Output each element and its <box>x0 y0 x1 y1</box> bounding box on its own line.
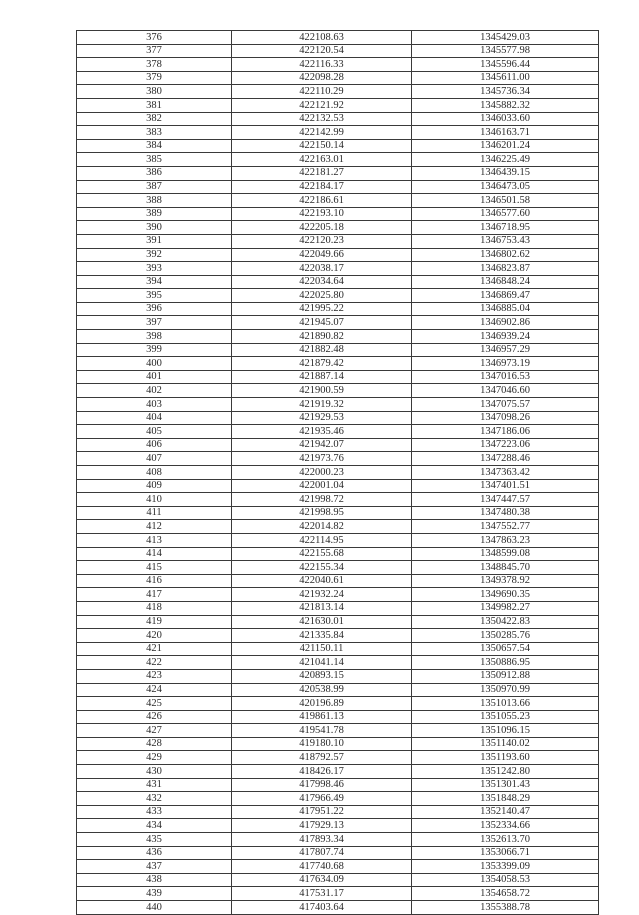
y-coordinate-cell: 1349690.35 <box>412 588 599 602</box>
table-row <box>77 207 599 221</box>
y-coordinate-cell: 1346823.87 <box>412 262 599 276</box>
point-number-cell: 400 <box>77 357 232 371</box>
table-row <box>77 153 599 167</box>
table-row <box>77 765 599 779</box>
table-row <box>77 669 599 683</box>
x-coordinate-cell: 421919.32 <box>232 398 412 412</box>
y-coordinate-cell: 1346439.15 <box>412 166 599 180</box>
y-coordinate-cell: 1353066.71 <box>412 846 599 860</box>
point-number-cell: 411 <box>77 506 232 520</box>
point-number-cell: 415 <box>77 561 232 575</box>
x-coordinate-cell: 417966.49 <box>232 792 412 806</box>
table-row <box>77 479 599 493</box>
point-number-cell: 393 <box>77 262 232 276</box>
table-row <box>77 302 599 316</box>
point-number-cell: 406 <box>77 438 232 452</box>
table-row <box>77 166 599 180</box>
point-number-cell: 421 <box>77 642 232 656</box>
y-coordinate-cell: 1346869.47 <box>412 289 599 303</box>
point-number-cell: 425 <box>77 697 232 711</box>
y-coordinate-cell: 1347223.06 <box>412 438 599 452</box>
table-row <box>77 588 599 602</box>
x-coordinate-cell: 421335.84 <box>232 629 412 643</box>
x-coordinate-cell: 422155.68 <box>232 547 412 561</box>
x-coordinate-cell: 422001.04 <box>232 479 412 493</box>
x-coordinate-cell: 418426.17 <box>232 765 412 779</box>
table-row <box>77 71 599 85</box>
table-row <box>77 860 599 874</box>
x-coordinate-cell: 421942.07 <box>232 438 412 452</box>
x-coordinate-cell: 421630.01 <box>232 615 412 629</box>
y-coordinate-cell: 1351096.15 <box>412 724 599 738</box>
x-coordinate-cell: 418792.57 <box>232 751 412 765</box>
table-row <box>77 642 599 656</box>
table-row <box>77 833 599 847</box>
table-row <box>77 561 599 575</box>
x-coordinate-cell: 422098.28 <box>232 71 412 85</box>
y-coordinate-cell: 1349378.92 <box>412 574 599 588</box>
x-coordinate-cell: 421932.24 <box>232 588 412 602</box>
x-coordinate-cell: 417998.46 <box>232 778 412 792</box>
table-row <box>77 398 599 412</box>
y-coordinate-cell: 1346225.49 <box>412 153 599 167</box>
y-coordinate-cell: 1346033.60 <box>412 112 599 126</box>
point-number-cell: 382 <box>77 112 232 126</box>
x-coordinate-cell: 417403.64 <box>232 901 412 915</box>
point-number-cell: 401 <box>77 370 232 384</box>
table-row <box>77 778 599 792</box>
y-coordinate-cell: 1346848.24 <box>412 275 599 289</box>
point-number-cell: 440 <box>77 901 232 915</box>
y-coordinate-cell: 1352613.70 <box>412 833 599 847</box>
x-coordinate-cell: 420893.15 <box>232 669 412 683</box>
x-coordinate-cell: 422163.01 <box>232 153 412 167</box>
point-number-cell: 403 <box>77 398 232 412</box>
y-coordinate-cell: 1347075.57 <box>412 398 599 412</box>
table-row <box>77 520 599 534</box>
x-coordinate-cell: 417740.68 <box>232 860 412 874</box>
x-coordinate-cell: 417951.22 <box>232 805 412 819</box>
x-coordinate-cell: 421929.53 <box>232 411 412 425</box>
y-coordinate-cell: 1346885.04 <box>412 302 599 316</box>
y-coordinate-cell: 1345611.00 <box>412 71 599 85</box>
table-row <box>77 533 599 547</box>
point-number-cell: 416 <box>77 574 232 588</box>
x-coordinate-cell: 420196.89 <box>232 697 412 711</box>
table-row <box>77 139 599 153</box>
x-coordinate-cell: 422110.29 <box>232 85 412 99</box>
point-number-cell: 419 <box>77 615 232 629</box>
table-row <box>77 466 599 480</box>
x-coordinate-cell: 422114.95 <box>232 533 412 547</box>
x-coordinate-cell: 422034.64 <box>232 275 412 289</box>
table-row <box>77 887 599 901</box>
y-coordinate-cell: 1347552.77 <box>412 520 599 534</box>
x-coordinate-cell: 421995.22 <box>232 302 412 316</box>
table-row <box>77 58 599 72</box>
table-row <box>77 330 599 344</box>
table-row <box>77 656 599 670</box>
table-row <box>77 248 599 262</box>
table-row <box>77 180 599 194</box>
x-coordinate-cell: 422014.82 <box>232 520 412 534</box>
y-coordinate-cell: 1347098.26 <box>412 411 599 425</box>
x-coordinate-cell: 422108.63 <box>232 31 412 45</box>
table-row <box>77 846 599 860</box>
x-coordinate-cell: 421890.82 <box>232 330 412 344</box>
x-coordinate-cell: 422120.23 <box>232 234 412 248</box>
y-coordinate-cell: 1347016.53 <box>412 370 599 384</box>
x-coordinate-cell: 422120.54 <box>232 44 412 58</box>
x-coordinate-cell: 422155.34 <box>232 561 412 575</box>
y-coordinate-cell: 1345736.34 <box>412 85 599 99</box>
y-coordinate-cell: 1352334.66 <box>412 819 599 833</box>
table-row <box>77 411 599 425</box>
y-coordinate-cell: 1346939.24 <box>412 330 599 344</box>
y-coordinate-cell: 1349982.27 <box>412 601 599 615</box>
y-coordinate-cell: 1350657.54 <box>412 642 599 656</box>
x-coordinate-cell: 421998.72 <box>232 493 412 507</box>
point-number-cell: 398 <box>77 330 232 344</box>
table-row <box>77 234 599 248</box>
x-coordinate-cell: 421879.42 <box>232 357 412 371</box>
point-number-cell: 390 <box>77 221 232 235</box>
table-row <box>77 425 599 439</box>
point-number-cell: 392 <box>77 248 232 262</box>
y-coordinate-cell: 1345882.32 <box>412 98 599 112</box>
y-coordinate-cell: 1346802.62 <box>412 248 599 262</box>
point-number-cell: 399 <box>77 343 232 357</box>
x-coordinate-cell: 419180.10 <box>232 737 412 751</box>
point-number-cell: 437 <box>77 860 232 874</box>
point-number-cell: 427 <box>77 724 232 738</box>
x-coordinate-cell: 422186.61 <box>232 194 412 208</box>
x-coordinate-cell: 417893.34 <box>232 833 412 847</box>
y-coordinate-cell: 1350886.95 <box>412 656 599 670</box>
y-coordinate-cell: 1347401.51 <box>412 479 599 493</box>
y-coordinate-cell: 1346973.19 <box>412 357 599 371</box>
x-coordinate-cell: 417531.17 <box>232 887 412 901</box>
point-number-cell: 409 <box>77 479 232 493</box>
table-row <box>77 601 599 615</box>
x-coordinate-cell: 421887.14 <box>232 370 412 384</box>
point-number-cell: 386 <box>77 166 232 180</box>
x-coordinate-cell: 421882.48 <box>232 343 412 357</box>
point-number-cell: 376 <box>77 31 232 45</box>
point-number-cell: 391 <box>77 234 232 248</box>
x-coordinate-cell: 422150.14 <box>232 139 412 153</box>
point-number-cell: 432 <box>77 792 232 806</box>
table-row <box>77 85 599 99</box>
y-coordinate-cell: 1346473.05 <box>412 180 599 194</box>
table-row <box>77 316 599 330</box>
point-number-cell: 389 <box>77 207 232 221</box>
point-number-cell: 424 <box>77 683 232 697</box>
y-coordinate-cell: 1351013.66 <box>412 697 599 711</box>
table-row <box>77 289 599 303</box>
x-coordinate-cell: 422142.99 <box>232 126 412 140</box>
point-number-cell: 414 <box>77 547 232 561</box>
y-coordinate-cell: 1347046.60 <box>412 384 599 398</box>
table-row <box>77 629 599 643</box>
y-coordinate-cell: 1346577.60 <box>412 207 599 221</box>
point-number-cell: 405 <box>77 425 232 439</box>
table-row <box>77 493 599 507</box>
y-coordinate-cell: 1347447.57 <box>412 493 599 507</box>
table-row <box>77 805 599 819</box>
y-coordinate-cell: 1347480.38 <box>412 506 599 520</box>
point-number-cell: 380 <box>77 85 232 99</box>
x-coordinate-cell: 422040.61 <box>232 574 412 588</box>
x-coordinate-cell: 417807.74 <box>232 846 412 860</box>
y-coordinate-cell: 1355388.78 <box>412 901 599 915</box>
table-row <box>77 221 599 235</box>
table-row <box>77 615 599 629</box>
y-coordinate-cell: 1351848.29 <box>412 792 599 806</box>
y-coordinate-cell: 1348845.70 <box>412 561 599 575</box>
x-coordinate-cell: 422038.17 <box>232 262 412 276</box>
table-row <box>77 44 599 58</box>
point-number-cell: 383 <box>77 126 232 140</box>
table-row <box>77 98 599 112</box>
x-coordinate-cell: 422025.80 <box>232 289 412 303</box>
point-number-cell: 408 <box>77 466 232 480</box>
x-coordinate-cell: 419861.13 <box>232 710 412 724</box>
y-coordinate-cell: 1350970.99 <box>412 683 599 697</box>
point-number-cell: 438 <box>77 873 232 887</box>
x-coordinate-cell: 422205.18 <box>232 221 412 235</box>
table-row <box>77 438 599 452</box>
table-row <box>77 873 599 887</box>
x-coordinate-cell: 422116.33 <box>232 58 412 72</box>
point-number-cell: 384 <box>77 139 232 153</box>
y-coordinate-cell: 1351242.80 <box>412 765 599 779</box>
y-coordinate-cell: 1346957.29 <box>412 343 599 357</box>
y-coordinate-cell: 1350422.83 <box>412 615 599 629</box>
point-number-cell: 412 <box>77 520 232 534</box>
point-number-cell: 434 <box>77 819 232 833</box>
y-coordinate-cell: 1351193.60 <box>412 751 599 765</box>
y-coordinate-cell: 1346902.86 <box>412 316 599 330</box>
y-coordinate-cell: 1350285.76 <box>412 629 599 643</box>
table-row <box>77 697 599 711</box>
table-row <box>77 737 599 751</box>
y-coordinate-cell: 1346753.43 <box>412 234 599 248</box>
point-number-cell: 404 <box>77 411 232 425</box>
x-coordinate-cell: 421150.11 <box>232 642 412 656</box>
y-coordinate-cell: 1347186.06 <box>412 425 599 439</box>
x-coordinate-cell: 421945.07 <box>232 316 412 330</box>
y-coordinate-cell: 1351140.02 <box>412 737 599 751</box>
x-coordinate-cell: 421998.95 <box>232 506 412 520</box>
point-number-cell: 428 <box>77 737 232 751</box>
x-coordinate-cell: 421935.46 <box>232 425 412 439</box>
x-coordinate-cell: 422184.17 <box>232 180 412 194</box>
y-coordinate-cell: 1351301.43 <box>412 778 599 792</box>
y-coordinate-cell: 1345429.03 <box>412 31 599 45</box>
y-coordinate-cell: 1345596.44 <box>412 58 599 72</box>
point-number-cell: 394 <box>77 275 232 289</box>
x-coordinate-cell: 421900.59 <box>232 384 412 398</box>
point-number-cell: 417 <box>77 588 232 602</box>
point-number-cell: 397 <box>77 316 232 330</box>
y-coordinate-cell: 1354058.53 <box>412 873 599 887</box>
table-row <box>77 370 599 384</box>
point-number-cell: 387 <box>77 180 232 194</box>
y-coordinate-cell: 1353399.09 <box>412 860 599 874</box>
table-row <box>77 683 599 697</box>
point-number-cell: 402 <box>77 384 232 398</box>
table-row <box>77 357 599 371</box>
y-coordinate-cell: 1347863.23 <box>412 533 599 547</box>
point-number-cell: 439 <box>77 887 232 901</box>
y-coordinate-cell: 1346718.95 <box>412 221 599 235</box>
point-number-cell: 378 <box>77 58 232 72</box>
y-coordinate-cell: 1346163.71 <box>412 126 599 140</box>
table-row <box>77 574 599 588</box>
point-number-cell: 396 <box>77 302 232 316</box>
table-row <box>77 275 599 289</box>
y-coordinate-cell: 1352140.47 <box>412 805 599 819</box>
table-row <box>77 819 599 833</box>
x-coordinate-cell: 422049.66 <box>232 248 412 262</box>
x-coordinate-cell: 420538.99 <box>232 683 412 697</box>
table-row <box>77 724 599 738</box>
y-coordinate-cell: 1350912.88 <box>412 669 599 683</box>
point-number-cell: 413 <box>77 533 232 547</box>
coordinates-table <box>76 30 599 915</box>
y-coordinate-cell: 1346201.24 <box>412 139 599 153</box>
x-coordinate-cell: 421041.14 <box>232 656 412 670</box>
table-row <box>77 751 599 765</box>
point-number-cell: 410 <box>77 493 232 507</box>
table-row <box>77 194 599 208</box>
point-number-cell: 377 <box>77 44 232 58</box>
table-row <box>77 112 599 126</box>
point-number-cell: 429 <box>77 751 232 765</box>
point-number-cell: 431 <box>77 778 232 792</box>
x-coordinate-cell: 417634.09 <box>232 873 412 887</box>
point-number-cell: 395 <box>77 289 232 303</box>
point-number-cell: 430 <box>77 765 232 779</box>
point-number-cell: 422 <box>77 656 232 670</box>
y-coordinate-cell: 1351055.23 <box>412 710 599 724</box>
x-coordinate-cell: 422193.10 <box>232 207 412 221</box>
y-coordinate-cell: 1345577.98 <box>412 44 599 58</box>
coordinates-table-body <box>77 31 599 915</box>
point-number-cell: 423 <box>77 669 232 683</box>
y-coordinate-cell: 1346501.58 <box>412 194 599 208</box>
x-coordinate-cell: 421973.76 <box>232 452 412 466</box>
point-number-cell: 418 <box>77 601 232 615</box>
table-row <box>77 547 599 561</box>
table-row <box>77 262 599 276</box>
point-number-cell: 407 <box>77 452 232 466</box>
point-number-cell: 433 <box>77 805 232 819</box>
point-number-cell: 426 <box>77 710 232 724</box>
x-coordinate-cell: 422132.53 <box>232 112 412 126</box>
point-number-cell: 385 <box>77 153 232 167</box>
x-coordinate-cell: 422181.27 <box>232 166 412 180</box>
y-coordinate-cell: 1354658.72 <box>412 887 599 901</box>
table-row <box>77 452 599 466</box>
point-number-cell: 420 <box>77 629 232 643</box>
y-coordinate-cell: 1347288.46 <box>412 452 599 466</box>
point-number-cell: 388 <box>77 194 232 208</box>
y-coordinate-cell: 1347363.42 <box>412 466 599 480</box>
x-coordinate-cell: 419541.78 <box>232 724 412 738</box>
table-row <box>77 384 599 398</box>
x-coordinate-cell: 421813.14 <box>232 601 412 615</box>
point-number-cell: 436 <box>77 846 232 860</box>
x-coordinate-cell: 422000.23 <box>232 466 412 480</box>
table-row <box>77 506 599 520</box>
x-coordinate-cell: 422121.92 <box>232 98 412 112</box>
y-coordinate-cell: 1348599.08 <box>412 547 599 561</box>
table-row <box>77 792 599 806</box>
point-number-cell: 379 <box>77 71 232 85</box>
table-row <box>77 710 599 724</box>
table-row <box>77 343 599 357</box>
x-coordinate-cell: 417929.13 <box>232 819 412 833</box>
table-row <box>77 901 599 915</box>
table-row <box>77 31 599 45</box>
table-row <box>77 126 599 140</box>
point-number-cell: 435 <box>77 833 232 847</box>
point-number-cell: 381 <box>77 98 232 112</box>
